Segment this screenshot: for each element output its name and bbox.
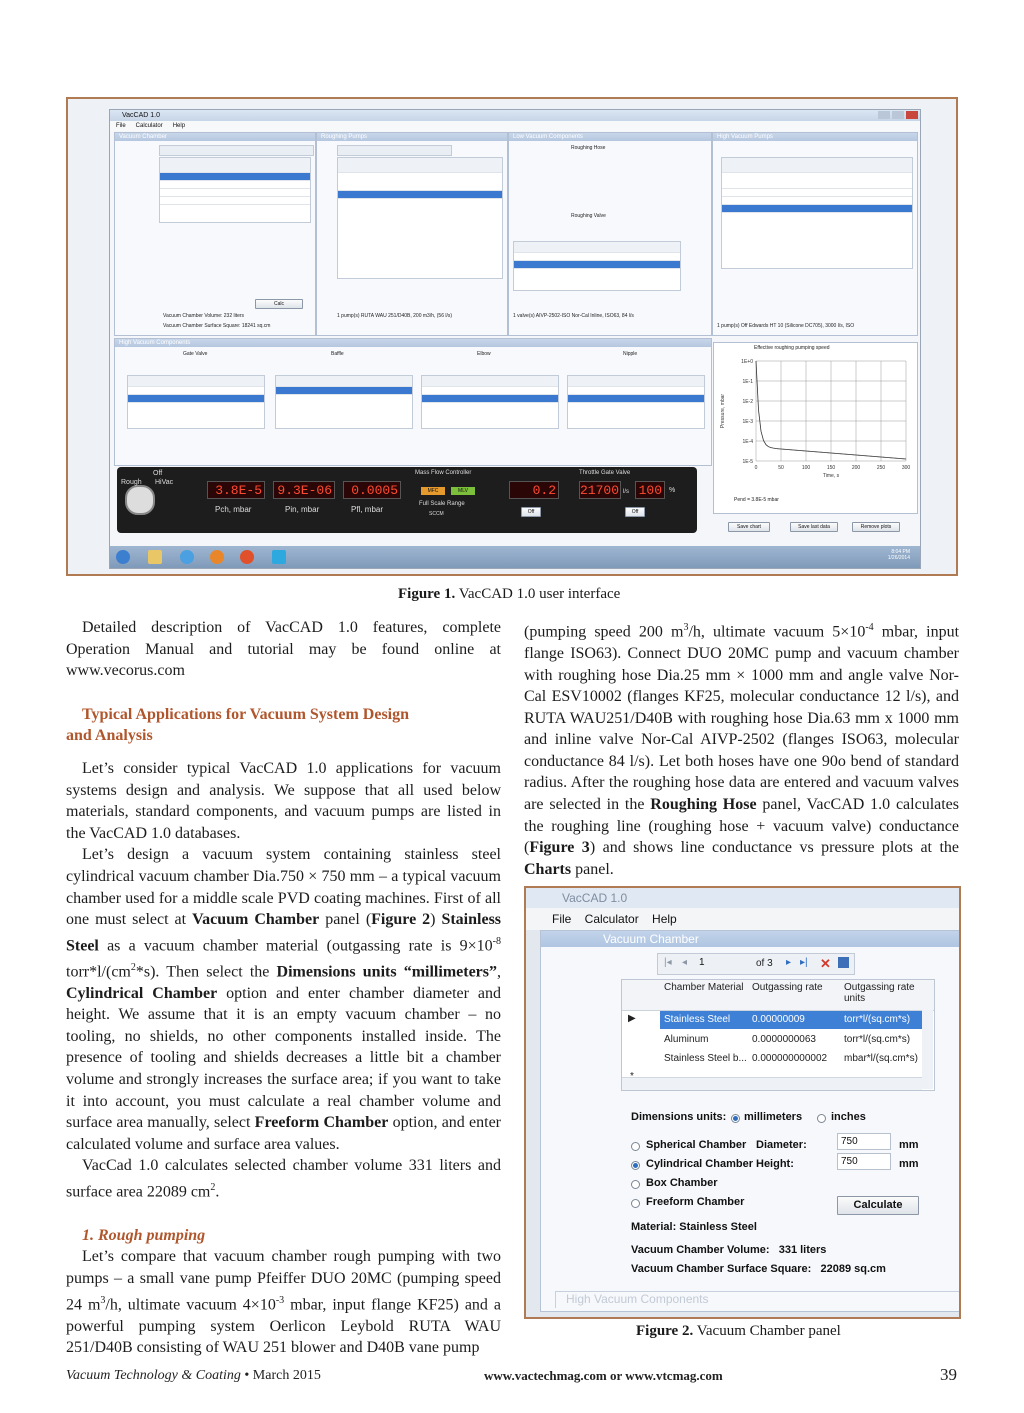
grid-row	[422, 395, 558, 403]
mode-knob	[125, 485, 155, 515]
window-title-bar	[110, 110, 920, 121]
mode-hivac-label: HiVac	[155, 479, 174, 486]
low-vacuum-panel	[508, 132, 712, 336]
paragraph: Let’s consider typical VacCAD 1.0 applications for vacuum systems design and analysis. We suppose that all used below materials, standard components, and vacuum pumps are listed in the VacCAD 1.0 databases.	[66, 759, 501, 842]
row-pointer-icon: ▶	[628, 1013, 636, 1024]
x-tick-label: 200	[851, 465, 861, 471]
grid-row	[160, 189, 310, 197]
vacuum-chamber-panel	[114, 132, 316, 336]
elbow-grid	[421, 375, 559, 429]
footer-journal	[66, 1368, 321, 1384]
diameter-input: 750	[837, 1133, 891, 1150]
caption-label: Figure 1.	[398, 586, 456, 602]
mlv-indicator: MLV	[451, 487, 475, 495]
footer-website: www.vactechmag.com or www.vtcmag.com	[484, 1368, 723, 1383]
pin-readout: 9.3E-06	[273, 481, 335, 499]
paragraph: Let’s design a vacuum system containing stainless steel cylindrical vacuum chamber Dia.750 × 750 mm – a typical vacuum chamber used for a middle scale PVD coating machines. First of all one must select at Vacuum Chamber panel (Figure 2) Stainless Steel as a vacuum chamber material (outgassing rate is $9\times 10^{-8}$ $torr*l/(cm^2*s)$. Then select the Dimensions units “millimeters”, Cylindrical Chamber option and enter chamber diameter and height. We assume that it is an empty vacuum chamber – no tooling, no shields, no other components installed inside. The presence of tooling and shields decreases a little bit a chamber volume and strongly increases the surface area; if you want to take it into account, you must calculate a real chamber volume and surface area manually, select Freeform Chamber option, and enter calculated volume and surface area values.	[66, 846, 502, 1153]
height-label: Height:	[756, 1158, 794, 1170]
calculate-button: Calc	[255, 299, 303, 309]
roughing-hose-title: Roughing Hose	[571, 145, 606, 151]
clock	[888, 549, 910, 561]
table-cell: 0.00000009	[752, 1014, 805, 1025]
grid-row	[422, 387, 558, 395]
record-navigator	[337, 145, 452, 156]
issue-date: March 2015	[252, 1368, 321, 1383]
x-tick-label: 50	[778, 465, 784, 471]
freeform-radio	[631, 1199, 640, 1208]
inches-radio	[817, 1114, 826, 1123]
pch-label: Pch, mbar	[215, 505, 252, 514]
mm-option-label: millimeters	[744, 1111, 803, 1123]
left-column	[66, 617, 501, 1359]
grid-row	[128, 387, 264, 395]
grid-row	[160, 181, 310, 189]
high-vacuum-pumps-panel	[712, 132, 918, 336]
table-cell: Stainless Steel b...	[664, 1053, 747, 1064]
x-tick-label: 300	[901, 465, 911, 471]
paragraph: Let’s compare that vacuum chamber rough pumping with two pumps – a small vane pump Pfeiffer DUO 20MC (pumping speed 24 $m^3/h$, ultimate vacuum $4\times 10^{-3}$ mbar, input flange KF25) and a powerful pumping system Oerlicon Leybold RUTA WAU 251/D40B consisting of WAU 251 blower and D40B vane pump	[66, 1248, 501, 1357]
grid-header	[338, 158, 502, 173]
pumpdown-chart	[713, 342, 918, 514]
height-input: 750	[837, 1153, 891, 1170]
record-navigator	[657, 953, 855, 975]
paragraph: (pumping speed 200 $m^3/h$, ultimate vacuum $5\times 10^{-4}$ mbar, input flange ISO63). Connect DUO 20MC pump and vacuum chamber with roughing hose Dia.25 mm × 1000 mm and angle valve Nor-Cal ESV10002 (flanges KF25, molecular conductance 12 l/s), and RUTA WAU251/D40B with roughing hose Dia.63 mm x 1000 mm and inline valve Nor-Cal AIVP-2502 (flanges ISO63, molecular conductance 84 l/s). Let both hoses have one 90o bend of standard radius. After the roughing hose data are entered and vacuum valves are selected in the Roughing Hose panel, VacCAD 1.0 calculates the roughing line (roughing hose + vacuum valve) conductance (Figure 3) and shows line conductance vs pressure plots at the Charts panel.	[524, 622, 960, 878]
save-last-data-button: Save last data	[790, 522, 838, 532]
cylindrical-radio	[631, 1161, 640, 1170]
mode-rough-label: Rough	[121, 479, 142, 486]
window-controls	[878, 111, 918, 119]
grid-row	[568, 395, 704, 403]
chamber-volume-text: Vacuum Chamber Volume: 232 liters	[163, 313, 245, 319]
grid-row	[128, 395, 264, 403]
mfc-off-button: Off	[521, 507, 541, 517]
ie-icon	[180, 550, 194, 564]
vertical-scrollbar	[922, 1010, 933, 1089]
journal-name: Vacuum Technology & Coating	[66, 1368, 241, 1383]
hv-pump-summary: 1 pump(s) Off Edwards HT 10 (Silicone DC705), 3000 l/s, ISO	[717, 323, 855, 329]
window-title: VacCAD 1.0	[122, 112, 160, 119]
table-cell: torr*l/(sq.cm*s)	[844, 1014, 911, 1025]
y-tick-label: 1E-2	[742, 399, 753, 405]
subsection-heading: 1. Rough pumping	[82, 1226, 206, 1244]
inches-option-label: inches	[831, 1111, 866, 1123]
figure-1-caption	[398, 586, 620, 603]
grid-header	[722, 158, 912, 173]
y-axis-label: Pressure, mbar	[720, 393, 726, 429]
throttle-off-button: Off	[625, 507, 645, 517]
chamber-surface-text: Vacuum Chamber Surface Square: 18241 sq.cm	[163, 323, 271, 329]
chart-plot	[714, 353, 917, 493]
record-number: 1	[699, 957, 705, 968]
menu-bar: File Calculator Help	[526, 908, 959, 930]
grid-row	[514, 253, 680, 261]
maximize-icon	[892, 111, 904, 119]
high-vacuum-components-panel	[114, 338, 712, 466]
table-cell: Stainless Steel	[664, 1014, 731, 1025]
col-material: Chamber Material	[664, 982, 744, 993]
roughing-valve-title: Roughing Valve	[571, 213, 606, 219]
calculate-button: Calculate	[837, 1196, 919, 1215]
grid-header	[568, 376, 704, 387]
freeform-label: Freeform Chamber	[646, 1196, 745, 1208]
grid-header	[514, 242, 680, 253]
grid-row	[276, 387, 412, 395]
spherical-radio	[631, 1142, 640, 1151]
pfl-label: Pfl, mbar	[351, 505, 384, 514]
record-count: of 3	[756, 958, 773, 969]
delete-icon: ✕	[820, 956, 831, 971]
pin-label: Pin, mbar	[285, 505, 320, 514]
save-chart-button: Save chart	[728, 522, 770, 532]
grid-row	[722, 197, 912, 205]
throttle-speed-readout: 21700	[580, 483, 620, 498]
volume-label: Vacuum Chamber Volume: 331 liters	[631, 1244, 827, 1256]
next-record-icon: ▸	[786, 957, 792, 968]
grid-header	[160, 158, 310, 173]
caption-label: Figure 2.	[636, 1323, 694, 1339]
figure-2-caption	[636, 1323, 841, 1340]
panel-title: Vacuum Chamber	[115, 133, 315, 141]
throttle-pct-readout: 100	[635, 481, 665, 499]
box-radio	[631, 1180, 640, 1189]
panel-title: High Vacuum Pumps	[713, 133, 917, 141]
y-tick-label: 1E+0	[741, 359, 753, 365]
grid-row	[722, 189, 912, 197]
chart-title: Effective roughing pumping speed	[754, 345, 830, 351]
mfc-indicator: MFC	[421, 487, 445, 495]
hv-pump-grid	[721, 157, 913, 269]
height-unit: mm	[899, 1158, 919, 1170]
vaccad-taskbar-icon	[272, 550, 286, 564]
x-tick-label: 100	[801, 465, 811, 471]
remove-plots-button: Remove plots	[852, 522, 900, 532]
x-tick-label: 150	[826, 465, 836, 471]
pch-readout: 3.8E-5	[207, 481, 265, 499]
minimize-icon	[878, 111, 890, 119]
paragraph: Detailed description of VacCAD 1.0 features, complete Operation Manual and tutorial may be found online at www.vecorus.com	[66, 619, 501, 680]
grid-row	[722, 181, 912, 189]
gate-valve-title: Gate Valve	[183, 351, 208, 357]
flow-readout: 0.2	[509, 481, 559, 499]
grid-header	[276, 376, 412, 387]
grid-row	[338, 183, 502, 191]
nipple-title: Nipple	[623, 351, 638, 357]
panel-title: Low Vacuum Components	[509, 133, 711, 141]
baffle-title: Baffle	[331, 351, 344, 357]
pump-grid	[337, 157, 503, 279]
table-cell: 0.0000000063	[752, 1034, 816, 1045]
record-navigator	[159, 145, 314, 156]
spherical-label: Spherical Chamber	[646, 1139, 747, 1151]
menu-help: Help	[172, 123, 186, 129]
vaccad-window	[109, 109, 921, 569]
col-rate: Outgassing rate	[752, 982, 823, 993]
box-label: Box Chamber	[646, 1177, 718, 1189]
mfc-title: Mass Flow Controller	[415, 470, 472, 476]
x-tick-label: 250	[876, 465, 886, 471]
vacuum-chamber-panel	[540, 930, 960, 1312]
menu-bar	[110, 121, 920, 131]
table-cell: 0.000000000002	[752, 1053, 828, 1064]
media-icon	[210, 550, 224, 564]
material-grid	[159, 157, 311, 223]
clock-date: 1/26/2014	[887, 555, 910, 561]
panel-title: Roughing Pumps	[317, 133, 507, 141]
sccm-label: SCCM	[429, 511, 444, 517]
throttle-unit: l/s	[623, 489, 629, 495]
start-icon	[116, 550, 130, 564]
last-record-icon: ▸|	[800, 957, 808, 968]
control-console	[117, 467, 697, 533]
col-units: Outgassing rate units	[844, 982, 915, 1004]
valve-grid	[513, 241, 681, 291]
cylindrical-label: Cylindrical Chamber	[646, 1158, 753, 1170]
diameter-label: Diameter:	[756, 1139, 807, 1151]
save-icon	[838, 957, 849, 968]
diameter-unit: mm	[899, 1139, 919, 1151]
figure-1-screenshot	[66, 97, 958, 576]
close-icon	[906, 111, 918, 119]
pfl-readout: 0.0005	[343, 481, 401, 499]
roughing-pump-summary: 1 pump(s) RUTA WAU 251/D40B, 200 m3/h, (56 l/s)	[337, 313, 453, 319]
x-axis-label: Time, s	[822, 473, 840, 479]
table-cell: mbar*l/(sq.cm*s)	[844, 1053, 918, 1064]
horizontal-scrollbar	[622, 1077, 922, 1090]
paragraph: VacCad 1.0 calculates selected chamber volume 331 liters and surface area 22089 $cm^2$.	[66, 1157, 501, 1201]
mode-off-label: Off	[153, 470, 163, 477]
grid-row	[338, 191, 502, 199]
window-title: VacCAD 1.0	[526, 888, 959, 908]
roughing-pumps-panel	[316, 132, 508, 336]
panel-title: Vacuum Chamber	[541, 931, 959, 947]
gate-valve-grid	[127, 375, 265, 429]
surface-label: Vacuum Chamber Surface Square: 22089 sq.cm	[631, 1263, 886, 1275]
grid-row	[514, 261, 680, 269]
panel-title: High Vacuum Components	[115, 339, 711, 347]
x-tick-label: 0	[754, 465, 758, 471]
grid-header	[422, 376, 558, 387]
full-scale-label: Full Scale Range	[419, 501, 465, 507]
baffle-grid	[275, 375, 413, 429]
table-cell: torr*l/(sq.cm*s)	[844, 1034, 911, 1045]
firefox-icon	[240, 550, 254, 564]
low-vac-summary: 1 valve(s) AIVP-2502-ISO Nor-Cal Inline, ISO63, 84 l/s	[513, 313, 634, 319]
footer-separator: •	[244, 1368, 250, 1383]
first-record-icon: |◂	[664, 957, 672, 968]
caption-text: Vacuum Chamber panel	[696, 1323, 841, 1339]
elbow-title: Elbow	[477, 351, 491, 357]
caption-text: VacCAD 1.0 user interface	[458, 586, 621, 602]
grid-row	[160, 173, 310, 181]
grid-row	[722, 205, 912, 213]
nipple-grid	[567, 375, 705, 429]
mm-radio	[731, 1114, 740, 1123]
prev-record-icon: ◂	[682, 957, 688, 968]
y-tick-label: 1E-1	[742, 379, 753, 385]
grid-header	[128, 376, 264, 387]
y-tick-label: 1E-4	[742, 439, 753, 445]
y-tick-label: 1E-3	[742, 419, 753, 425]
folder-icon	[148, 550, 162, 564]
dimensions-label: Dimensions units:	[631, 1111, 727, 1123]
menu-calculator: Calculator	[135, 123, 163, 129]
figure-2-screenshot	[524, 886, 961, 1319]
windows-taskbar	[110, 546, 920, 568]
grid-row	[568, 387, 704, 395]
throttle-title: Throttle Gate Valve	[579, 470, 631, 476]
next-panel-header: High Vacuum Components	[555, 1291, 961, 1308]
section-heading: Typical Applications for Vacuum System Design and Analysis	[66, 705, 410, 745]
y-tick-label: 1E-5	[742, 459, 753, 465]
pct-sign: %	[669, 487, 676, 494]
chart-legend: Pend = 3.8E-5 mbar	[734, 497, 779, 503]
grid-row	[160, 197, 310, 205]
menu-file: File	[116, 123, 126, 129]
page-number: 39	[940, 1365, 957, 1384]
table-cell: Aluminum	[664, 1034, 709, 1045]
material-label: Material: Stainless Steel	[631, 1221, 757, 1233]
right-column	[524, 617, 959, 880]
material-grid	[621, 979, 935, 1091]
clock-time: 8:04 PM	[891, 549, 910, 555]
